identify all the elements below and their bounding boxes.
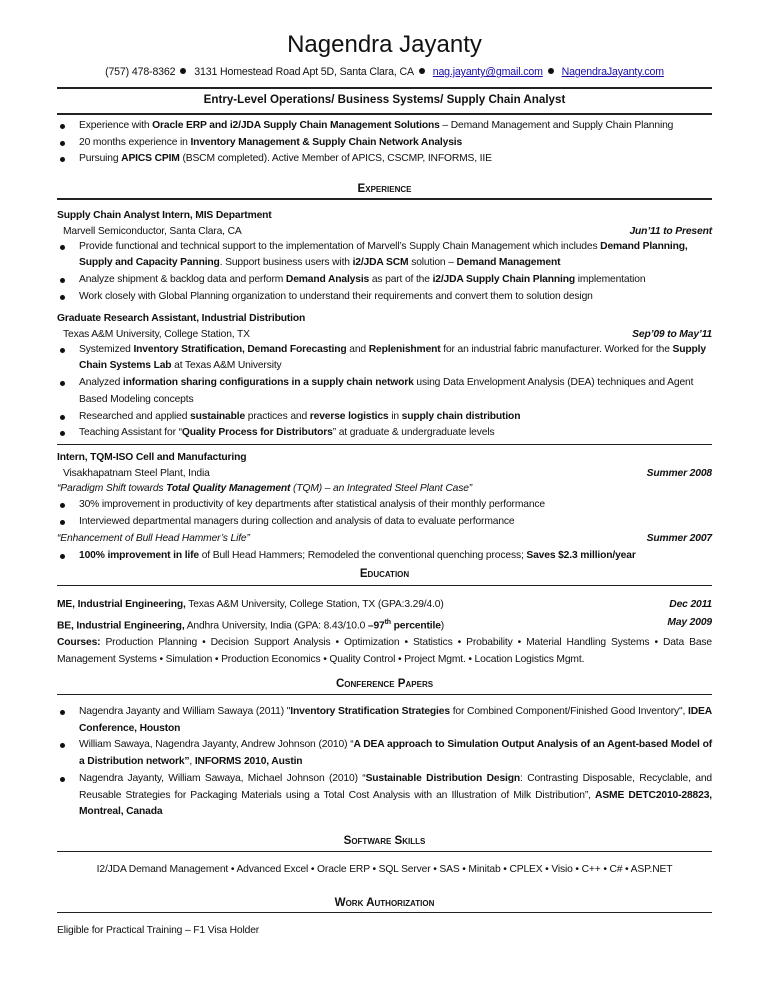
job-bullet [57,548,712,565]
text-segment: Texas A&M University, College Station, TX (GPA:3.29/4.0) [185,599,444,610]
text-segment: for Combined Component/Finished Good Inventory", [449,706,688,717]
divider [57,694,712,695]
text-segment: information sharing configurations in a supply chain network [122,377,414,389]
text-segment: ” at graduate & undergraduate levels [332,427,495,439]
divider [57,851,712,852]
text-segment: . Support business users with [219,257,353,269]
work-authorization: Eligible for Practical Training – F1 Visa Holder [57,925,260,936]
text-segment: INFORMS 2010, Austin [194,756,303,768]
summary-item [57,135,712,152]
text-segment: (TQM) – an Integrated Steel Plant Case” [290,482,473,494]
job-bullet [57,497,712,514]
job-title: Graduate Research Assistant, Industrial Distribution [57,313,306,324]
text-segment: Demand Management [456,257,561,269]
text-segment: Oracle ERP and i2/JDA Supply Chain Management Solutions [152,120,440,131]
text-segment: using Data Envelopment Analysis (DEA) techniques and Agent Based Modeling concepts [79,377,694,405]
text-segment: Sustainable Distribution Design [365,772,521,784]
skills-list: I2/JDA Demand Management • Advanced Excel • Oracle ERP • SQL Server • SAS • Minitab • CPLEX • Visio • C++ • C# • ASP.NET [96,864,673,875]
section-heading-skills: Software Skills [343,834,426,847]
paper-item [57,737,712,770]
divider [57,113,712,115]
candidate-name: Nagendra Jayanty [287,31,482,58]
text-segment: William Sawaya, Nagendra Jayanty, Andrew Johnson (2010) “ [79,739,354,751]
text-segment: Quality Process for Distributors [181,427,333,439]
text-segment: Systemized [79,343,134,355]
text-segment: ) [440,620,445,632]
job-3 [57,450,712,564]
text-segment: Nagendra Jayanty, William Sawaya, Michael Johnson (2010) “ [79,772,366,784]
job-org: Visakhapatnam Steel Plant, India [63,467,210,479]
text-segment: ME, Industrial Engineering, [57,599,186,610]
text-segment: at Texas A&M University [171,360,282,372]
job-date: Sep’09 to May’11 [632,328,712,340]
job-bullet [57,514,712,531]
job-date: Summer 2008 [646,467,712,479]
text-segment: Analyze shipment & backlog data and perform [79,274,286,286]
divider [57,912,712,913]
education-list [57,596,712,669]
text-segment: i2/JDA Supply Chain Planning [432,274,576,286]
text-segment: sustainable [190,410,246,422]
text-segment: Production Planning • Decision Support Analysis • Optimization • Statistics • Probability • Material Handling Systems • Data Base Management Systems • Simulation • Production Economics • Quality Control • Project Mgmt. • Location Logistics Mgmt. [57,637,712,666]
text-segment: Analyzed [79,377,123,389]
text-segment: A DEA approach to Simulation Output Analysis of an Agent-based Model of a Distribution network” [79,739,713,768]
text-segment: IDEA Conference, Houston [79,706,712,734]
text-segment: Demand Planning, Supply and Capacity Panning [79,240,688,269]
job-org: Marvell Semiconductor, Santa Clara, CA [63,225,242,237]
text-segment: Inventory Stratification Strategies [290,706,450,717]
paper-item [57,704,712,737]
text-segment: in [388,410,402,422]
project-title: “Enhancement of Bull Head Hammer’s Life” [57,532,250,544]
divider [57,198,712,200]
job-bullet [57,289,712,306]
divider [57,87,712,89]
job-date: Summer 2007 [646,532,712,544]
text-segment: –97 [367,620,385,632]
text-segment: reverse logistics [309,410,389,422]
text-segment: th [384,619,391,626]
section-heading-papers: Conference Papers [335,677,434,690]
website-link[interactable]: NagendraJayanty.com [561,66,664,78]
section-heading-work: Work Authorization [334,896,435,909]
text-segment: Pursuing [79,153,122,165]
bullet-dot-icon [548,68,554,74]
papers-list [57,704,712,821]
degree-date: May 2009 [667,617,712,628]
divider [57,444,712,445]
section-heading-experience: Experience [357,182,412,195]
text-segment: for an industrial fabric manufacturer. Worked for the [440,343,673,355]
text-segment: 20 months experience in [79,136,191,148]
text-segment: 100% improvement in life [79,549,200,561]
text-segment: solution – [408,257,457,269]
divider [57,585,712,586]
bullet-dot-icon [180,68,186,74]
text-segment: practices and [245,410,310,422]
job-2 [57,311,712,442]
summary-item [57,151,712,168]
text-segment: – Demand Management and Supply Chain Planning [439,120,674,131]
text-segment: Total Quality Management [166,482,291,494]
job-bullet [57,409,712,426]
job-bullet [57,375,712,408]
job-title: Supply Chain Analyst Intern, MIS Department [57,210,272,221]
phone: (757) 478-8362 [105,66,176,78]
courses [57,635,712,668]
text-segment: , [189,756,195,768]
section-heading-education: Education [359,567,410,580]
text-segment: Work closely with Global Planning organization to understand their requirements and convert them to solution design [79,290,593,302]
job-bullet [57,239,712,272]
summary-list [57,118,712,168]
text-segment: Experience with [79,120,153,131]
text-segment: Demand Analysis [285,274,370,286]
text-segment: percentile [390,620,441,632]
address: 3131 Homestead Road Apt 5D, Santa Clara, CA [194,66,414,78]
text-segment: : Contrasting Disposable, Recyclable, and Reusable Strategies for Packaging Materials using a Total Cost Analysis with an Illustration of Milk Distribution”, [79,772,712,801]
job-date: Jun’11 to Present [629,225,712,237]
headline: Entry-Level Operations/ Business Systems/ Supply Chain Analyst [203,93,566,106]
contact-line [57,64,712,80]
text-segment: Teaching Assistant for “ [79,427,182,439]
text-segment: and [346,343,369,355]
text-segment: BE, Industrial Engineering, [57,620,185,632]
text-segment: Inventory Management & Supply Chain Network Analysis [190,136,463,148]
text-segment: of Bull Head Hammers; Remodeled the conventional quenching process; [199,549,527,561]
text-segment: ASME DETC2010-28823, Montreal, Canada [79,789,712,818]
text-segment: Supply Chain Systems Lab [79,343,706,372]
degree [57,596,444,614]
text-segment: Provide functional and technical support to the implementation of Marvell’s Supply Chain Management which includes [79,240,601,252]
text-segment: Inventory Stratification, Demand Forecasting [133,343,347,355]
text-segment: i2/JDA SCM [352,257,409,269]
text-segment: Nagendra Jayanty and William Sawaya (2011) " [79,706,291,717]
job-1 [57,208,712,306]
text-segment: “Paradigm Shift towards [57,482,167,494]
bullet-dot-icon [419,68,425,74]
text-segment: Replenishment [368,343,441,355]
paper-item [57,771,712,821]
text-segment: Courses: [57,637,101,649]
text-segment: as part of the [369,274,433,286]
job-org: Texas A&M University, College Station, TX [63,328,250,340]
email-link[interactable]: nag.jayanty@gmail.com [432,66,543,78]
job-bullet [57,342,712,375]
degree [57,614,444,635]
text-segment: APICS CPIM [121,153,180,165]
project-title [57,481,712,498]
job-bullet [57,272,712,289]
text-segment: Interviewed departmental managers during collection and analysis of data to evaluate performance [79,516,515,528]
text-segment: Saves $2.3 million/year [526,549,636,561]
text-segment: implementation [575,274,646,286]
job-title: Intern, TQM-ISO Cell and Manufacturing [57,452,247,463]
text-segment: Researched and applied [79,410,191,422]
summary-item [57,118,712,135]
job-bullet [57,425,712,442]
text-segment: 30% improvement in productivity of key departments after statistical analysis of their monthly performance [79,499,545,511]
text-segment: (BSCM completed). Active Member of APICS, CSCMP, INFORMS, IIE [179,153,492,165]
degree-date: Dec 2011 [669,599,712,610]
text-segment: Andhra University, India (GPA: 8.43/10.0 [184,620,368,632]
text-segment: supply chain distribution [401,410,521,422]
